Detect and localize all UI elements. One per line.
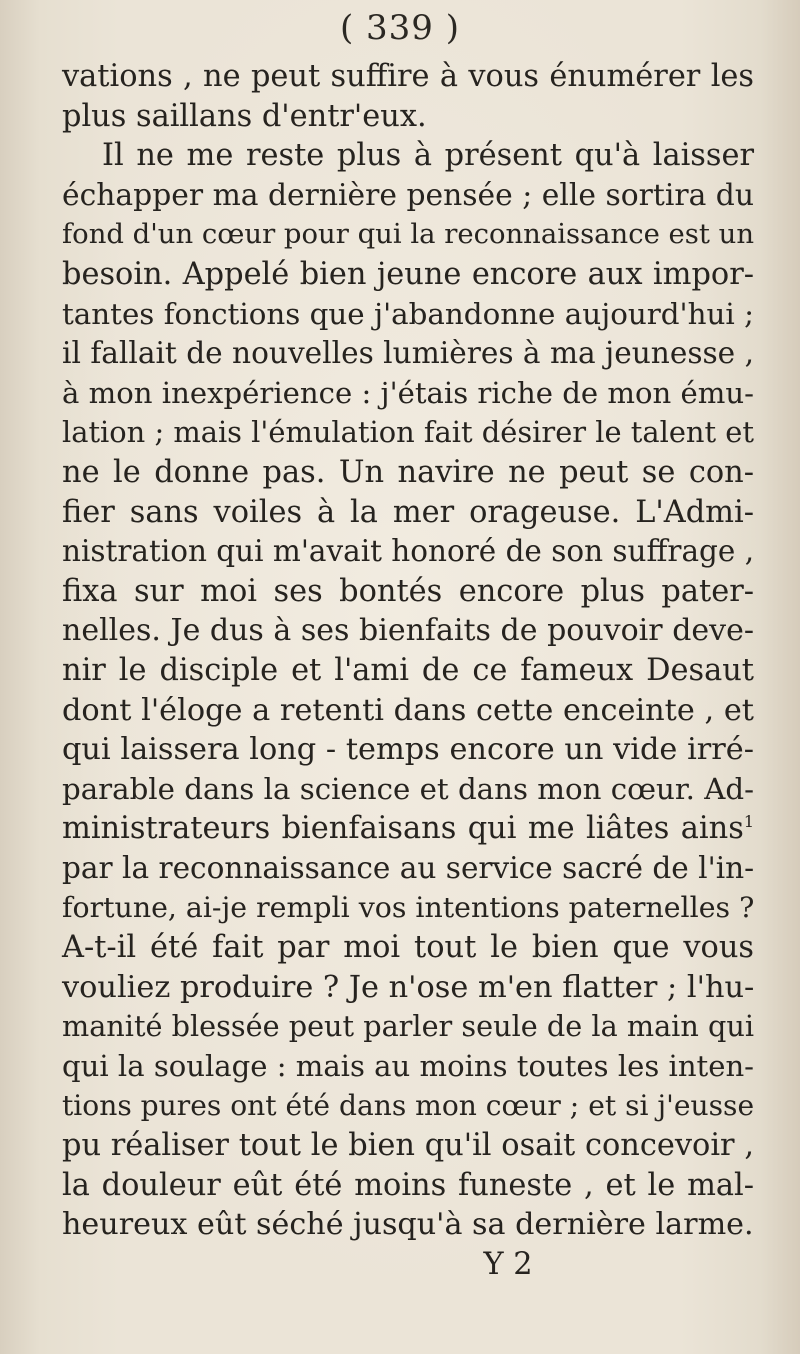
text-line	[62, 809, 754, 849]
text-line: besoin. Appelé bien jeune encore aux impor-	[62, 256, 754, 292]
text-line: ne le donne pas. Un navire ne peut se con-	[62, 454, 754, 490]
text-line: tions pures ont été dans mon cœur ; et si j'eusse	[62, 1089, 755, 1123]
text-line: la douleur eût été moins funeste , et le mal-	[62, 1167, 754, 1203]
text-line: échapper ma dernière pensée ; elle sortira du	[62, 177, 754, 213]
text-line: fier sans voiles à la mer orageuse. L'Admi-	[62, 494, 754, 530]
text-line: tantes fonctions que j'abandonne aujourd'hui ;	[62, 296, 754, 331]
text-line: nelles. Je dus à ses bienfaits de pouvoir deve-	[62, 613, 754, 649]
body-text	[62, 57, 754, 1284]
text-line: fixa sur moi ses bontés encore plus pater-	[62, 573, 754, 609]
signature-mark: Y 2	[483, 1246, 533, 1282]
text-line: fortune, ai-je rempli vos intentions paternelles ?	[62, 891, 755, 925]
text-line: vouliez produire ? Je n'ose m'en flatter ; l'hu-	[62, 969, 755, 1005]
text-line: nistration qui m'avait honoré de son suffrage ,	[62, 534, 755, 569]
page-number: ( 339 )	[339, 8, 461, 48]
text-line: heureux eût séché jusqu'à sa dernière larme.	[62, 1207, 754, 1243]
text-line: manité blessée peut parler seule de la main qui	[62, 1009, 754, 1044]
text-line: il fallait de nouvelles lumières à ma jeunesse ,	[62, 336, 754, 371]
text-line: nir le disciple et l'ami de ce fameux Desaut	[62, 652, 754, 688]
text-line: qui la soulage : mais au moins toutes les inten-	[62, 1048, 754, 1083]
text-line: lation ; mais l'émulation fait désirer le talent et	[62, 415, 754, 450]
text-line: plus saillans d'entr'eux.	[62, 98, 427, 134]
text-line: pu réaliser tout le bien qu'il osait concevoir ,	[62, 1128, 754, 1164]
text-line: fond d'un cœur pour qui la reconnaissance est un	[62, 219, 755, 251]
text-line-content: ministrateurs bienfaisans qui me liâtes ains	[62, 811, 744, 847]
text-line: dont l'éloge a retenti dans cette enceinte , et	[62, 692, 754, 728]
text-line: par la reconnaissance au service sacré de l'in-	[62, 850, 755, 885]
text-line: A-t-il été fait par moi tout le bien que vous	[62, 930, 754, 966]
text-line: vations , ne peut suffire à vous énumérer les	[62, 59, 754, 94]
text-line: Il ne me reste plus à présent qu'à laisser	[102, 138, 754, 174]
text-line: qui laissera long - temps encore un vide irré-	[62, 732, 754, 768]
text-line: à mon inexpérience : j'étais riche de mon ému-	[62, 375, 754, 410]
text-line: parable dans la science et dans mon cœur. Ad-	[62, 771, 754, 806]
footnote-mark: 1	[743, 812, 754, 832]
